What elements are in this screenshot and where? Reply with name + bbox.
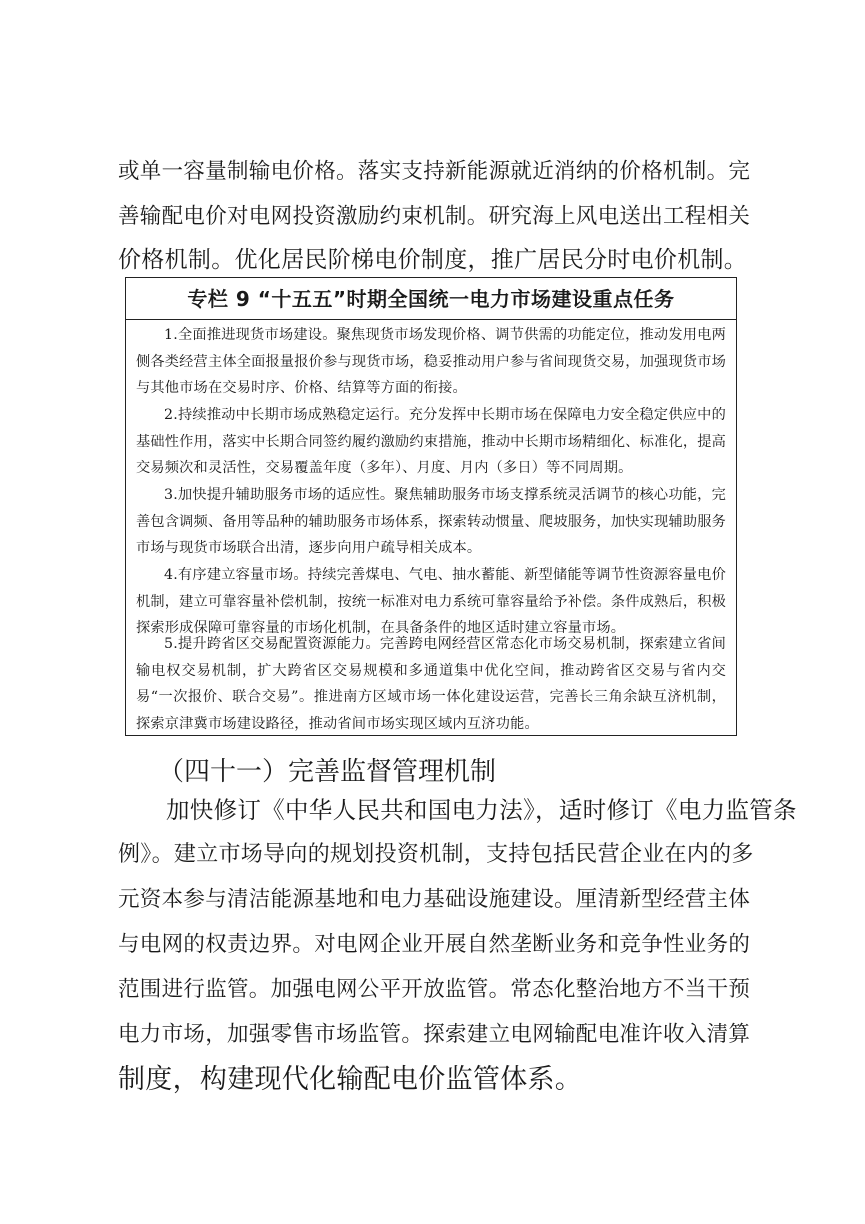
paragraph-line: 与电网的权责边界。对电网企业开展自然垄断业务和竞争性业务的 [118,932,751,957]
task-item-2: 2.持续推动中长期市场成熟稳定运行。充分发挥中长期市场在保障电力安全稳定供应中的基础性作用，落实中长期合同签约履约激励约束措施，推动中长期市场精细化、标准化，提高交易频次和灵活性，交易覆盖年度（多年）、月度、月内（多日）等不同周期。 [136,407,726,477]
paragraph-line: 善输配电价对电网投资激励约束机制。研究海上风电送出工程相关 [118,204,751,229]
task-item-4: 4.有序建立容量市场。持续完善煤电、气电、抽水蓄能、新型储能等调节性资源容量电价机制，建立可靠容量补偿机制，按统一标准对电力系统可靠容量给予补偿。条件成熟后，积极探索形成保障可靠容量的市场化机制，在具备条件的地区适时建立容量市场。 [136,567,726,637]
paragraph-line: 加快修订《中华人民共和国电力法》，适时修订《电力监管条 [166,796,797,824]
paragraph-line: 价格机制。优化居民阶梯电价制度，推广居民分时电价机制。 [118,247,748,273]
paragraph-line: 制度，构建现代化输配电价监管体系。 [118,1064,583,1095]
paragraph-line: 或单一容量制输电价格。落实支持新能源就近消纳的价格机制。完 [118,159,751,184]
paragraph-line: 元资本参与清洁能源基地和电力基础设施建设。厘清新型经营主体 [118,887,751,912]
task-item-3: 3.加快提升辅助服务市场的适应性。聚焦辅助服务市场支撑系统灵活调节的核心功能，完善包含调频、备用等品种的辅助服务市场体系，探索转动惯量、爬坡服务，加快实现辅助服务市场与现货市场联合出清，逐步向用户疏导相关成本。 [136,487,726,557]
task-item-1: 1.全面推进现货市场建设。聚焦现货市场发现价格、调节供需的功能定位，推动发用电两侧各类经营主体全面报量报价参与现货市场，稳妥推动用户参与省间现货交易，加强现货市场与其他市场在交易时序、价格、结算等方面的衔接。 [136,327,726,397]
paragraph-line: 电力市场，加强零售市场监管。探索建立电网输配电准许收入清算 [118,1022,751,1047]
section-heading: （四十一）完善监督管理机制 [158,757,497,787]
paragraph-line: 范围进行监管。加强电网公平开放监管。常态化整治地方不当干预 [118,977,751,1002]
column-box [125,277,737,736]
paragraph-line: 例》。建立市场导向的规划投资机制，支持包括民营企业在内的多 [118,842,754,867]
task-item-5: 5.提升跨省区交易配置资源能力。完善跨电网经营区常态化市场交易机制，探索建立省间输电权交易机制，扩大跨省区交易规模和多通道集中优化空间，推动跨省区交易与省内交易“一次报价、联合交易”。推进南方区域市场一体化建设运营，完善长三角余缺互济机制，探索京津冀市场建设路径，推动省间市场实现区域内互济功能。 [136,636,726,732]
column-box-title: 专栏 9 “十五五”时期全国统一电力市场建设重点任务 [126,278,736,320]
